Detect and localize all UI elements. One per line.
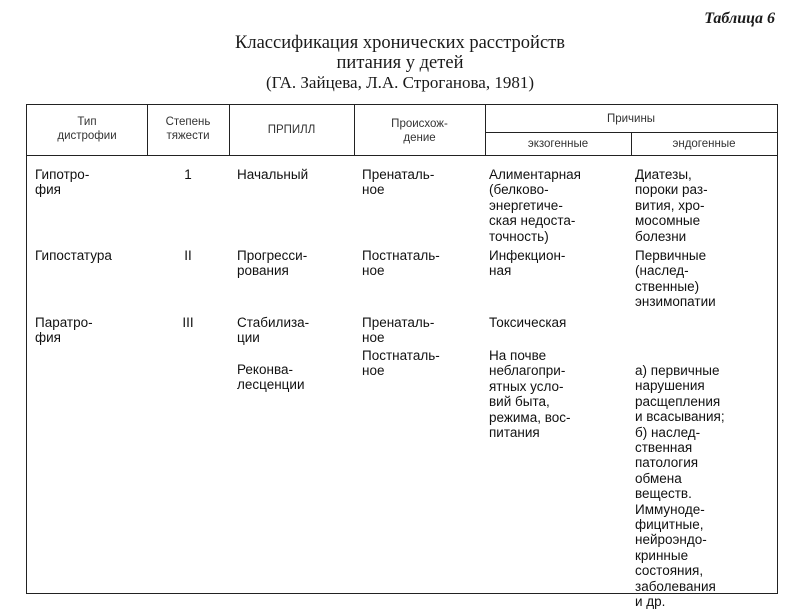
row1-exogenous: Алиментарная (белково- энергетиче- ская недоста- точность) <box>489 167 581 244</box>
row2-period: Прогресси- рования <box>237 248 308 279</box>
row1-origin: Пренаталь- ное <box>362 167 435 198</box>
row2-endogenous: Первичные (наслед- ственные) энзимопатии <box>635 248 716 310</box>
header-degree: Степень тяжести <box>165 116 211 142</box>
row3-degree: III <box>182 315 194 330</box>
header-endogenous: эндогенные <box>672 138 736 150</box>
title-line-2: питания у детей <box>336 53 464 73</box>
header-type: Тип дистрофии <box>57 116 117 142</box>
row2-type: Гипостатура <box>35 248 112 263</box>
table-number: Таблица 6 <box>704 10 775 27</box>
row3-period: Стабилиза- ции <box>237 315 310 346</box>
row3-origin: Пренаталь- ное <box>362 315 435 346</box>
header-exogenous: экзогенные <box>527 138 589 150</box>
header-causes: Причины <box>606 113 656 125</box>
row1-period: Начальный <box>237 167 309 182</box>
title-line-3: (ГА. Зайцева, Л.А. Строганова, 1981) <box>266 73 534 92</box>
row1-type: Гипотро- фия <box>35 167 90 198</box>
header-period: ПРПИЛЛ <box>267 124 316 136</box>
classification-table <box>26 104 778 610</box>
row3-origin-2: Постнаталь- ное <box>362 348 440 379</box>
row2-origin: Постнаталь- ное <box>362 248 440 279</box>
title-line-1: Классификация хронических расстройств <box>235 33 565 53</box>
row3-exogenous-2: На почве неблагопри- ятных усло- вий быта, режима, вос- питания <box>489 348 571 441</box>
row3-endogenous: а) первичные нарушения расщепления и всасывания; б) наслед- ственная патология обмена веществ. Иммуноде- фицитные, нейроэндо- кринные состояния, заболевания и др. <box>635 363 725 610</box>
page-title <box>0 33 800 93</box>
header-origin: Происхож- дение <box>391 118 448 144</box>
row2-degree: II <box>184 248 192 263</box>
row1-endogenous: Диатезы, пороки раз- вития, хро- мосомные болезни <box>635 167 708 244</box>
row3-exogenous: Токсическая <box>489 315 567 330</box>
row1-degree: 1 <box>184 167 192 182</box>
header-bottom-rule <box>27 155 777 156</box>
row2-exogenous: Инфекцион- ная <box>489 248 566 279</box>
row3-type: Паратро- фия <box>35 315 93 346</box>
row3-period-2: Реконва- лесценции <box>237 362 305 393</box>
